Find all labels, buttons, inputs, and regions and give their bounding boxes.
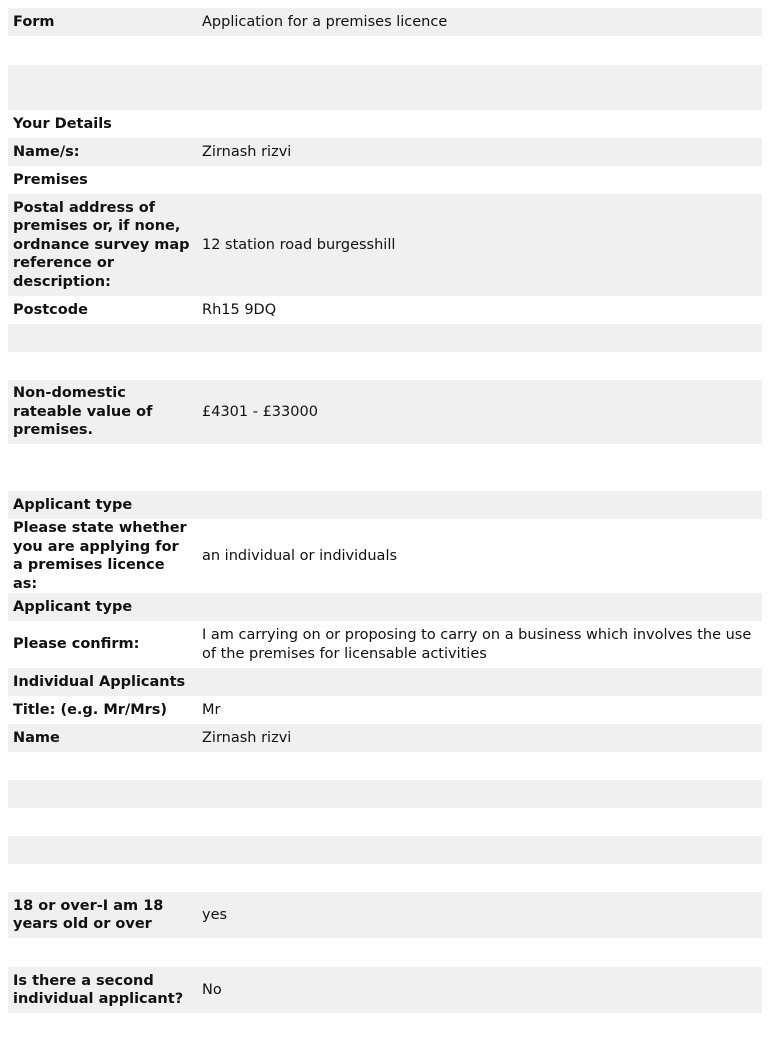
field-label: Your Details [8,110,197,138]
field-label: Name [8,724,197,752]
form-row [8,1013,762,1041]
field-value [197,110,762,138]
field-value: I am carrying on or proposing to carry on a business which involves the use of the premises for licensable activities [197,621,762,668]
field-value [197,780,762,808]
form-row [8,724,762,752]
field-label [8,864,197,892]
field-value [197,1013,762,1041]
field-value: No [197,967,762,1013]
field-value [197,836,762,864]
field-value [197,938,762,967]
field-value [197,808,762,836]
field-value: £4301 - £33000 [197,380,762,444]
form-row [8,808,762,836]
field-label: Applicant type [8,593,197,621]
field-value: yes [197,892,762,938]
field-label [8,36,197,65]
field-label: Postcode [8,296,197,324]
form-row [8,696,762,724]
field-label: Is there a second individual applicant? [8,967,197,1013]
form-row [8,780,762,808]
field-value: Application for a premises licence [197,8,762,36]
form-row [8,752,762,780]
form-row [8,519,762,593]
field-value [197,593,762,621]
field-label: 18 or over-I am 18 years old or over [8,892,197,938]
field-label: Individual Applicants [8,668,197,696]
form-rows [8,8,762,1041]
field-value [197,444,762,491]
field-value [197,668,762,696]
field-label [8,444,197,491]
field-label [8,938,197,967]
field-value: an individual or individuals [197,519,762,593]
field-label: Premises [8,166,197,194]
form-row [8,491,762,519]
form-row [8,8,762,36]
field-label [8,752,197,780]
field-label: Form [8,8,197,36]
form-row [8,864,762,892]
field-value: Mr [197,696,762,724]
form-row [8,138,762,166]
field-value: 12 station road burgesshill [197,194,762,296]
field-value: Rh15 9DQ [197,296,762,324]
form-row [8,352,762,380]
form-row [8,621,762,668]
field-label [8,324,197,352]
field-value [197,166,762,194]
field-label: Non-domestic rateable value of premises. [8,380,197,444]
form-row [8,668,762,696]
form-row [8,967,762,1013]
form-row [8,892,762,938]
field-label [8,780,197,808]
field-value [197,752,762,780]
field-value [197,864,762,892]
field-label [8,1013,197,1041]
field-value [197,352,762,380]
field-label: Postal address of premises or, if none, ordnance survey map reference or description: [8,194,197,296]
form-row [8,444,762,491]
form-row [8,166,762,194]
field-value [197,491,762,519]
form-row [8,110,762,138]
field-label: Please confirm: [8,621,197,668]
field-label: Name/s: [8,138,197,166]
form-row [8,593,762,621]
field-label: Title: (e.g. Mr/Mrs) [8,696,197,724]
premises-licence-form-table [8,8,762,1041]
form-row [8,380,762,444]
form-row [8,296,762,324]
form-row [8,836,762,864]
field-value [197,65,762,110]
form-row [8,194,762,296]
field-value: Zirnash rizvi [197,724,762,752]
field-value [197,36,762,65]
field-value [197,324,762,352]
field-label [8,352,197,380]
field-value: Zirnash rizvi [197,138,762,166]
form-row [8,65,762,110]
form-row [8,36,762,65]
field-label: Applicant type [8,491,197,519]
form-row [8,938,762,967]
field-label [8,836,197,864]
field-label: Please state whether you are applying for a premises licence as: [8,519,197,593]
form-row [8,324,762,352]
field-label [8,808,197,836]
field-label [8,65,197,110]
